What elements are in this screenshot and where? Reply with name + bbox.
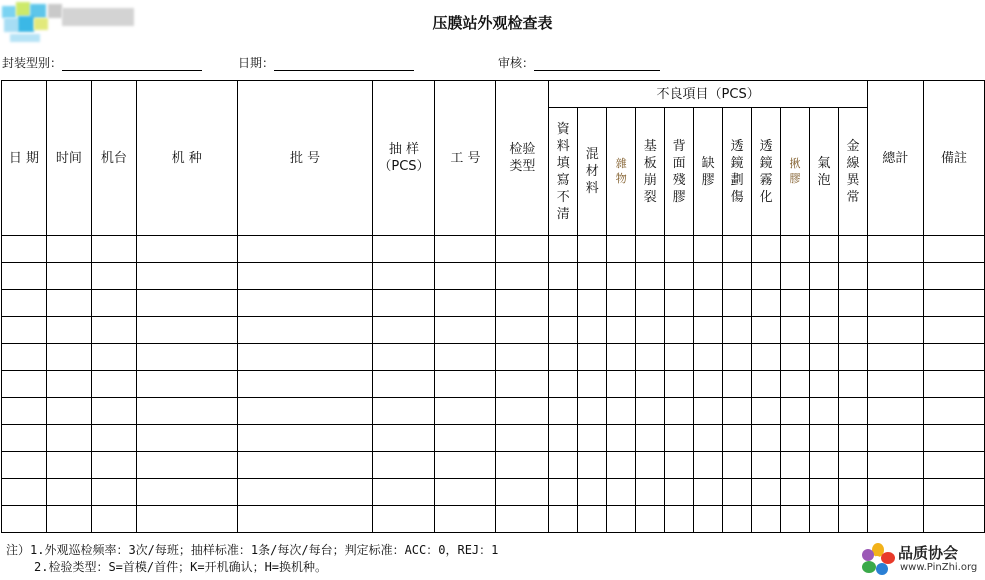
header-worker-id: 工 号 [435,81,496,236]
defect-label: 揪膠 [789,157,801,185]
table-cell[interactable] [373,452,435,479]
table-cell[interactable] [752,398,781,425]
table-cell[interactable] [839,290,868,317]
table-cell[interactable] [46,317,91,344]
table-cell[interactable] [46,398,91,425]
table-cell[interactable] [665,398,694,425]
table-cell[interactable] [435,371,496,398]
header-defects-group: 不良項目（PCS） [549,81,868,108]
table-cell[interactable] [665,479,694,506]
table-cell[interactable] [752,506,781,533]
table-cell[interactable] [839,452,868,479]
table-cell[interactable] [781,263,810,290]
defect-header [752,108,781,236]
table-cell[interactable] [549,236,578,263]
table-cell[interactable] [496,506,549,533]
table-cell[interactable] [373,317,435,344]
table-cell[interactable] [237,425,373,452]
defect-header [607,108,636,236]
header-sample [373,81,435,236]
table-cell[interactable] [694,506,723,533]
table-cell[interactable] [723,290,752,317]
table-cell[interactable] [237,290,373,317]
table-cell[interactable] [781,236,810,263]
page-title: 压膜站外观检查表 [432,14,553,32]
table-cell[interactable] [723,479,752,506]
table-cell[interactable] [237,479,373,506]
table-cell[interactable] [91,263,136,290]
table-row [2,290,985,317]
table-cell[interactable] [435,344,496,371]
table-cell[interactable] [636,398,665,425]
table-cell[interactable] [2,452,47,479]
table-cell[interactable] [752,236,781,263]
defect-label: 混材料 [585,147,599,196]
table-cell[interactable] [607,344,636,371]
table-cell[interactable] [578,371,607,398]
table-cell[interactable] [91,506,136,533]
table-cell[interactable] [2,371,47,398]
table-cell[interactable] [665,263,694,290]
table-cell[interactable] [2,236,47,263]
table-cell[interactable] [752,479,781,506]
header-total: 總計 [867,81,923,236]
table-cell[interactable] [923,317,984,344]
table-cell[interactable] [723,236,752,263]
table-cell[interactable] [91,236,136,263]
table-cell[interactable] [636,317,665,344]
table-cell[interactable] [752,317,781,344]
table-cell[interactable] [46,263,91,290]
table-cell[interactable] [810,398,839,425]
table-cell[interactable] [723,317,752,344]
table-cell[interactable] [496,425,549,452]
table-cell[interactable] [867,371,923,398]
table-cell[interactable] [373,479,435,506]
table-cell[interactable] [578,344,607,371]
table-cell[interactable] [752,425,781,452]
table-cell[interactable] [435,263,496,290]
table-cell[interactable] [636,452,665,479]
table-cell[interactable] [867,425,923,452]
package-type-label: 封装型别： [2,56,63,70]
table-cell[interactable] [636,506,665,533]
table-cell[interactable] [237,371,373,398]
defect-header [810,108,839,236]
table-cell[interactable] [46,344,91,371]
table-cell[interactable] [636,290,665,317]
table-cell[interactable] [578,398,607,425]
table-cell[interactable] [923,263,984,290]
table-cell[interactable] [2,425,47,452]
defect-label: 透鏡霧化 [759,138,773,205]
table-cell[interactable] [867,290,923,317]
table-cell[interactable] [839,425,868,452]
table-cell[interactable] [2,317,47,344]
table-cell[interactable] [607,290,636,317]
table-cell[interactable] [810,290,839,317]
defect-header [636,108,665,236]
defect-label: 缺膠 [701,155,715,188]
table-row [2,263,985,290]
table-cell[interactable] [867,398,923,425]
defect-header [549,108,578,236]
table-cell[interactable] [578,263,607,290]
table-cell[interactable] [694,344,723,371]
table-cell[interactable] [781,290,810,317]
brand-watermark [860,540,985,580]
table-row [2,344,985,371]
table-cell[interactable] [781,317,810,344]
table-cell[interactable] [46,506,91,533]
table-cell[interactable] [496,398,549,425]
table-cell[interactable] [781,344,810,371]
table-cell[interactable] [578,290,607,317]
table-cell[interactable] [723,425,752,452]
table-cell[interactable] [694,236,723,263]
table-cell[interactable] [723,371,752,398]
table-cell[interactable] [237,398,373,425]
table-cell[interactable] [46,290,91,317]
table-cell[interactable] [665,290,694,317]
table-cell[interactable] [435,452,496,479]
table-cell[interactable] [636,344,665,371]
table-cell[interactable] [810,506,839,533]
table-cell[interactable] [665,371,694,398]
table-cell[interactable] [607,263,636,290]
table-cell[interactable] [549,290,578,317]
table-cell[interactable] [867,317,923,344]
table-row [2,371,985,398]
table-cell[interactable] [237,236,373,263]
table-cell[interactable] [578,479,607,506]
table-cell[interactable] [867,506,923,533]
table-cell[interactable] [46,236,91,263]
table-cell[interactable] [752,290,781,317]
table-cell[interactable] [694,317,723,344]
defect-label: 氣泡 [817,155,831,188]
table-cell[interactable] [839,398,868,425]
table-cell[interactable] [2,479,47,506]
table-cell[interactable] [136,290,237,317]
table-cell[interactable] [752,263,781,290]
table-cell[interactable] [607,317,636,344]
table-cell[interactable] [607,479,636,506]
table-cell[interactable] [752,344,781,371]
table-cell[interactable] [665,236,694,263]
table-cell[interactable] [923,425,984,452]
table-cell[interactable] [810,425,839,452]
table-cell[interactable] [839,236,868,263]
table-cell[interactable] [136,506,237,533]
table-cell[interactable] [549,425,578,452]
table-cell[interactable] [91,344,136,371]
table-cell[interactable] [665,344,694,371]
note-line-2: 2.检验类型：S=首模/首件；K=开机确认；H=换机种。 [34,560,328,574]
table-cell[interactable] [549,344,578,371]
table-cell[interactable] [373,263,435,290]
table-cell[interactable] [839,371,868,398]
header-machine: 机台 [91,81,136,236]
table-cell[interactable] [496,479,549,506]
table-cell[interactable] [810,317,839,344]
review-label: 审核： [498,56,535,70]
defect-label: 雜物 [615,157,627,185]
table-cell[interactable] [723,344,752,371]
table-cell[interactable] [496,317,549,344]
table-cell[interactable] [578,236,607,263]
package-type-line [62,58,202,71]
table-cell[interactable] [923,344,984,371]
table-cell[interactable] [496,263,549,290]
table-cell[interactable] [91,317,136,344]
table-cell[interactable] [91,452,136,479]
table-cell[interactable] [549,317,578,344]
table-cell[interactable] [496,344,549,371]
table-cell[interactable] [810,344,839,371]
table-cell[interactable] [46,452,91,479]
table-cell[interactable] [723,506,752,533]
defect-header [665,108,694,236]
date-label: 日期： [238,56,275,70]
table-cell[interactable] [237,317,373,344]
table-cell[interactable] [136,479,237,506]
brand-name: 品质协会 [898,544,959,562]
table-cell[interactable] [578,506,607,533]
table-cell[interactable] [136,344,237,371]
table-cell[interactable] [867,452,923,479]
date-line [274,58,414,71]
table-cell[interactable] [923,506,984,533]
table-cell[interactable] [781,479,810,506]
inspection-table [1,80,985,533]
table-row [2,506,985,533]
table-cell[interactable] [636,236,665,263]
defect-header [694,108,723,236]
flower-icon [860,542,896,576]
defect-label: 金線異常 [846,138,860,205]
table-cell[interactable] [665,317,694,344]
table-cell[interactable] [373,344,435,371]
table-row [2,236,985,263]
table-cell[interactable] [810,479,839,506]
table-cell[interactable] [46,371,91,398]
table-cell[interactable] [549,371,578,398]
table-cell[interactable] [136,317,237,344]
table-cell[interactable] [496,371,549,398]
header-inspect-type-label: 检验类型 [509,142,536,174]
table-cell[interactable] [810,371,839,398]
table-cell[interactable] [694,290,723,317]
table-cell[interactable] [91,290,136,317]
table-row [2,398,985,425]
table-cell[interactable] [435,236,496,263]
table-cell[interactable] [2,506,47,533]
table-cell[interactable] [136,398,237,425]
table-cell[interactable] [607,425,636,452]
table-cell[interactable] [607,371,636,398]
note-line-1: 注）1.外观巡检频率：3次/每班；抽样标准：1条/每次/每台；判定标准：ACC：0，REJ：1 [6,543,499,557]
table-cell[interactable] [723,452,752,479]
table-cell[interactable] [373,290,435,317]
table-cell[interactable] [636,479,665,506]
defect-header [723,108,752,236]
table-cell[interactable] [46,425,91,452]
table-cell[interactable] [636,263,665,290]
table-cell[interactable] [923,290,984,317]
table-cell[interactable] [607,452,636,479]
header-time: 时间 [46,81,91,236]
table-cell[interactable] [136,263,237,290]
table-cell[interactable] [923,479,984,506]
table-cell[interactable] [636,425,665,452]
table-row [2,317,985,344]
header-sample-unit: （PCS） [378,159,430,174]
table-cell[interactable] [781,506,810,533]
header-date: 日 期 [2,81,47,236]
defect-label: 基板崩裂 [643,138,657,205]
table-cell[interactable] [2,344,47,371]
table-cell[interactable] [578,425,607,452]
table-cell[interactable] [435,506,496,533]
table-cell[interactable] [781,452,810,479]
table-cell[interactable] [496,452,549,479]
table-cell[interactable] [435,290,496,317]
table-cell[interactable] [373,506,435,533]
table-cell[interactable] [496,236,549,263]
table-cell[interactable] [373,236,435,263]
header-inspect-type [496,81,549,236]
table-cell[interactable] [923,398,984,425]
table-cell[interactable] [46,479,91,506]
table-cell[interactable] [607,236,636,263]
table-row [2,452,985,479]
table-cell[interactable] [923,371,984,398]
package-type-field [2,54,202,71]
table-cell[interactable] [136,425,237,452]
table-cell[interactable] [607,398,636,425]
table-cell[interactable] [136,452,237,479]
table-cell[interactable] [839,344,868,371]
table-cell[interactable] [923,452,984,479]
defect-header [839,108,868,236]
table-cell[interactable] [665,425,694,452]
table-cell[interactable] [435,398,496,425]
table-cell[interactable] [549,452,578,479]
table-cell[interactable] [867,236,923,263]
table-cell[interactable] [237,452,373,479]
table-row [2,479,985,506]
table-cell[interactable] [867,344,923,371]
table-cell[interactable] [237,344,373,371]
table-cell[interactable] [91,398,136,425]
table-cell[interactable] [839,506,868,533]
table-cell[interactable] [694,398,723,425]
table-cell[interactable] [91,425,136,452]
header-sample-label: 抽 样 [388,142,420,157]
table-cell[interactable] [781,425,810,452]
table-cell[interactable] [752,452,781,479]
table-cell[interactable] [578,317,607,344]
table-cell[interactable] [810,263,839,290]
table-cell[interactable] [752,371,781,398]
review-line [534,58,660,71]
table-cell[interactable] [839,479,868,506]
table-cell[interactable] [810,452,839,479]
table-cell[interactable] [665,452,694,479]
table-cell[interactable] [867,263,923,290]
table-cell[interactable] [839,317,868,344]
table-cell[interactable] [723,398,752,425]
table-cell[interactable] [636,371,665,398]
table-cell[interactable] [237,263,373,290]
table-cell[interactable] [2,398,47,425]
table-cell[interactable] [607,506,636,533]
table-cell[interactable] [496,290,549,317]
header-remark: 備註 [923,81,984,236]
table-cell[interactable] [578,452,607,479]
date-field [238,54,414,71]
table-cell[interactable] [694,425,723,452]
table-cell[interactable] [373,398,435,425]
table-cell[interactable] [694,371,723,398]
table-cell[interactable] [136,371,237,398]
defect-header [578,108,607,236]
table-cell[interactable] [373,425,435,452]
table-cell[interactable] [136,236,237,263]
table-cell[interactable] [694,479,723,506]
defect-label: 資料填寫不清 [556,121,570,222]
table-cell[interactable] [435,479,496,506]
table-cell[interactable] [91,479,136,506]
table-cell[interactable] [2,290,47,317]
defect-label: 透鏡劃傷 [730,138,744,205]
table-cell[interactable] [723,263,752,290]
table-cell[interactable] [373,371,435,398]
table-cell[interactable] [781,371,810,398]
brand-url: www.PinZhi.org [900,562,978,573]
table-cell[interactable] [694,263,723,290]
table-cell[interactable] [867,479,923,506]
table-cell[interactable] [781,398,810,425]
table-cell[interactable] [435,317,496,344]
table-body [2,236,985,533]
table-cell[interactable] [923,236,984,263]
defect-label: 背面殘膠 [672,138,686,205]
header-batch: 批 号 [237,81,373,236]
table-cell[interactable] [665,506,694,533]
table-cell[interactable] [839,263,868,290]
table-cell[interactable] [237,506,373,533]
table-cell[interactable] [810,236,839,263]
header-model: 机 种 [136,81,237,236]
defect-header [781,108,810,236]
table-row [2,425,985,452]
table-cell[interactable] [549,398,578,425]
review-field [498,54,660,71]
table-cell[interactable] [2,263,47,290]
table-cell[interactable] [549,506,578,533]
table-cell[interactable] [435,425,496,452]
table-cell[interactable] [694,452,723,479]
table-cell[interactable] [549,263,578,290]
table-cell[interactable] [549,479,578,506]
table-cell[interactable] [91,371,136,398]
